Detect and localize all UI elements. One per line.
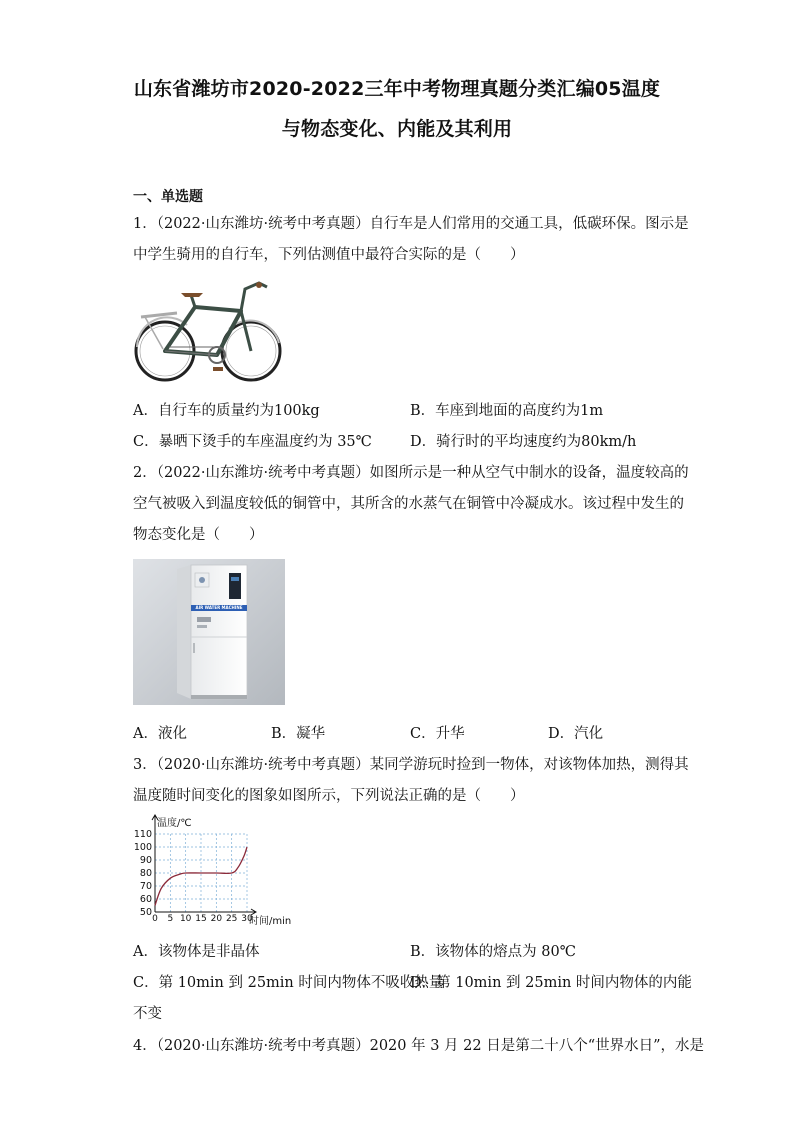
q2-stem-line2: 空气被吸入到温度较低的铜管中，其所含的水蒸气在铜管中冷凝成水。该过程中发生的 [133, 496, 684, 512]
q2-option-a: A．液化 [133, 726, 187, 742]
q2-stem-line3: 物态变化是（ ） [133, 527, 264, 543]
air-water-machine-image [133, 559, 285, 705]
q1-stem-line1: 1．（2022·山东潍坊·统考中考真题）自行车是人们常用的交通工具，低碳环保。图示是 [133, 216, 689, 232]
chart-ticks [134, 829, 253, 924]
q3-option-c: C．第 10min 到 25min 时间内物体不吸收热量 [133, 975, 444, 991]
q1-option-d: D．骑行时的平均速度约为80km/h [410, 434, 637, 450]
q1-stem-line2: 中学生骑用的自行车，下列估测值中最符合实际的是（ ） [133, 247, 525, 263]
q3-stem-line2: 温度随时间变化的图象如图所示，下列说法正确的是（ ） [133, 788, 525, 804]
q1-option-c: C．暴晒下烫手的车座温度约为 35℃ [133, 434, 372, 450]
chart-x-tick-label: 10 [179, 914, 192, 924]
chart-x-tick-label: 25 [225, 914, 238, 924]
bicycle-illustration [133, 273, 285, 385]
chart-y-axis-label: 温度/℃ [157, 818, 192, 829]
q3-stem-line1: 3．（2020·山东潍坊·统考中考真题）某同学游玩时捡到一物体，对该物体加热，测得其 [133, 757, 689, 773]
temperature-time-chart [125, 812, 305, 930]
page-title: 山东省潍坊市2020-2022三年中考物理真题分类汇编05温度 [133, 78, 661, 100]
chart-y-tick-label: 60 [139, 894, 152, 905]
q1-option-b: B．车座到地面的高度约为1m [410, 403, 604, 419]
q2-option-d: D．汽化 [548, 726, 604, 742]
chart-y-tick-label: 100 [133, 842, 152, 853]
q2-option-b: B．凝华 [271, 726, 326, 742]
chart-x-tick-label: 30 [241, 914, 253, 924]
air-water-machine-illustration [133, 559, 285, 705]
q2-stem-line1: 2．（2022·山东潍坊·统考中考真题）如图所示是一种从空气中制水的设备，温度较高的 [133, 465, 689, 481]
chart-y-tick-label: 80 [139, 868, 152, 879]
chart-y-tick-label: 70 [139, 881, 152, 892]
q1-option-a: A．自行车的质量约为100kg [133, 403, 320, 419]
q3-option-d: D．第 10min 到 25min 时间内物体的内能 [410, 975, 692, 991]
chart-y-tick-label: 90 [139, 855, 152, 866]
bicycle-image [133, 273, 285, 385]
chart-x-tick-label: 5 [167, 914, 174, 924]
chart-y-tick-label: 50 [139, 907, 152, 918]
q3-option-b: B．该物体的熔点为 80℃ [410, 944, 576, 960]
chart-y-tick-label: 110 [133, 829, 152, 840]
chart-x-tick-label: 20 [210, 914, 223, 924]
chart-axes [152, 815, 256, 915]
chart-x-axis-label: 时间/min [249, 916, 292, 927]
q3-option-a: A．该物体是非晶体 [133, 944, 260, 960]
q3-option-d-continued: 不变 [133, 1006, 162, 1022]
chart-x-tick-label: 0 [152, 914, 158, 924]
section-heading: 一、单选题 [133, 189, 203, 205]
chart-x-tick-label: 15 [195, 914, 207, 924]
q2-option-c: C．升华 [410, 726, 465, 742]
q4-stem-line1: 4．（2020·山东潍坊·统考中考真题）2020 年 3 月 22 日是第二十八个“世界水日”，水是 [133, 1038, 705, 1054]
device-brand-label: AIR WATER MACHINE [195, 605, 243, 610]
page-title-line2: 与物态变化、内能及其利用 [281, 118, 513, 140]
